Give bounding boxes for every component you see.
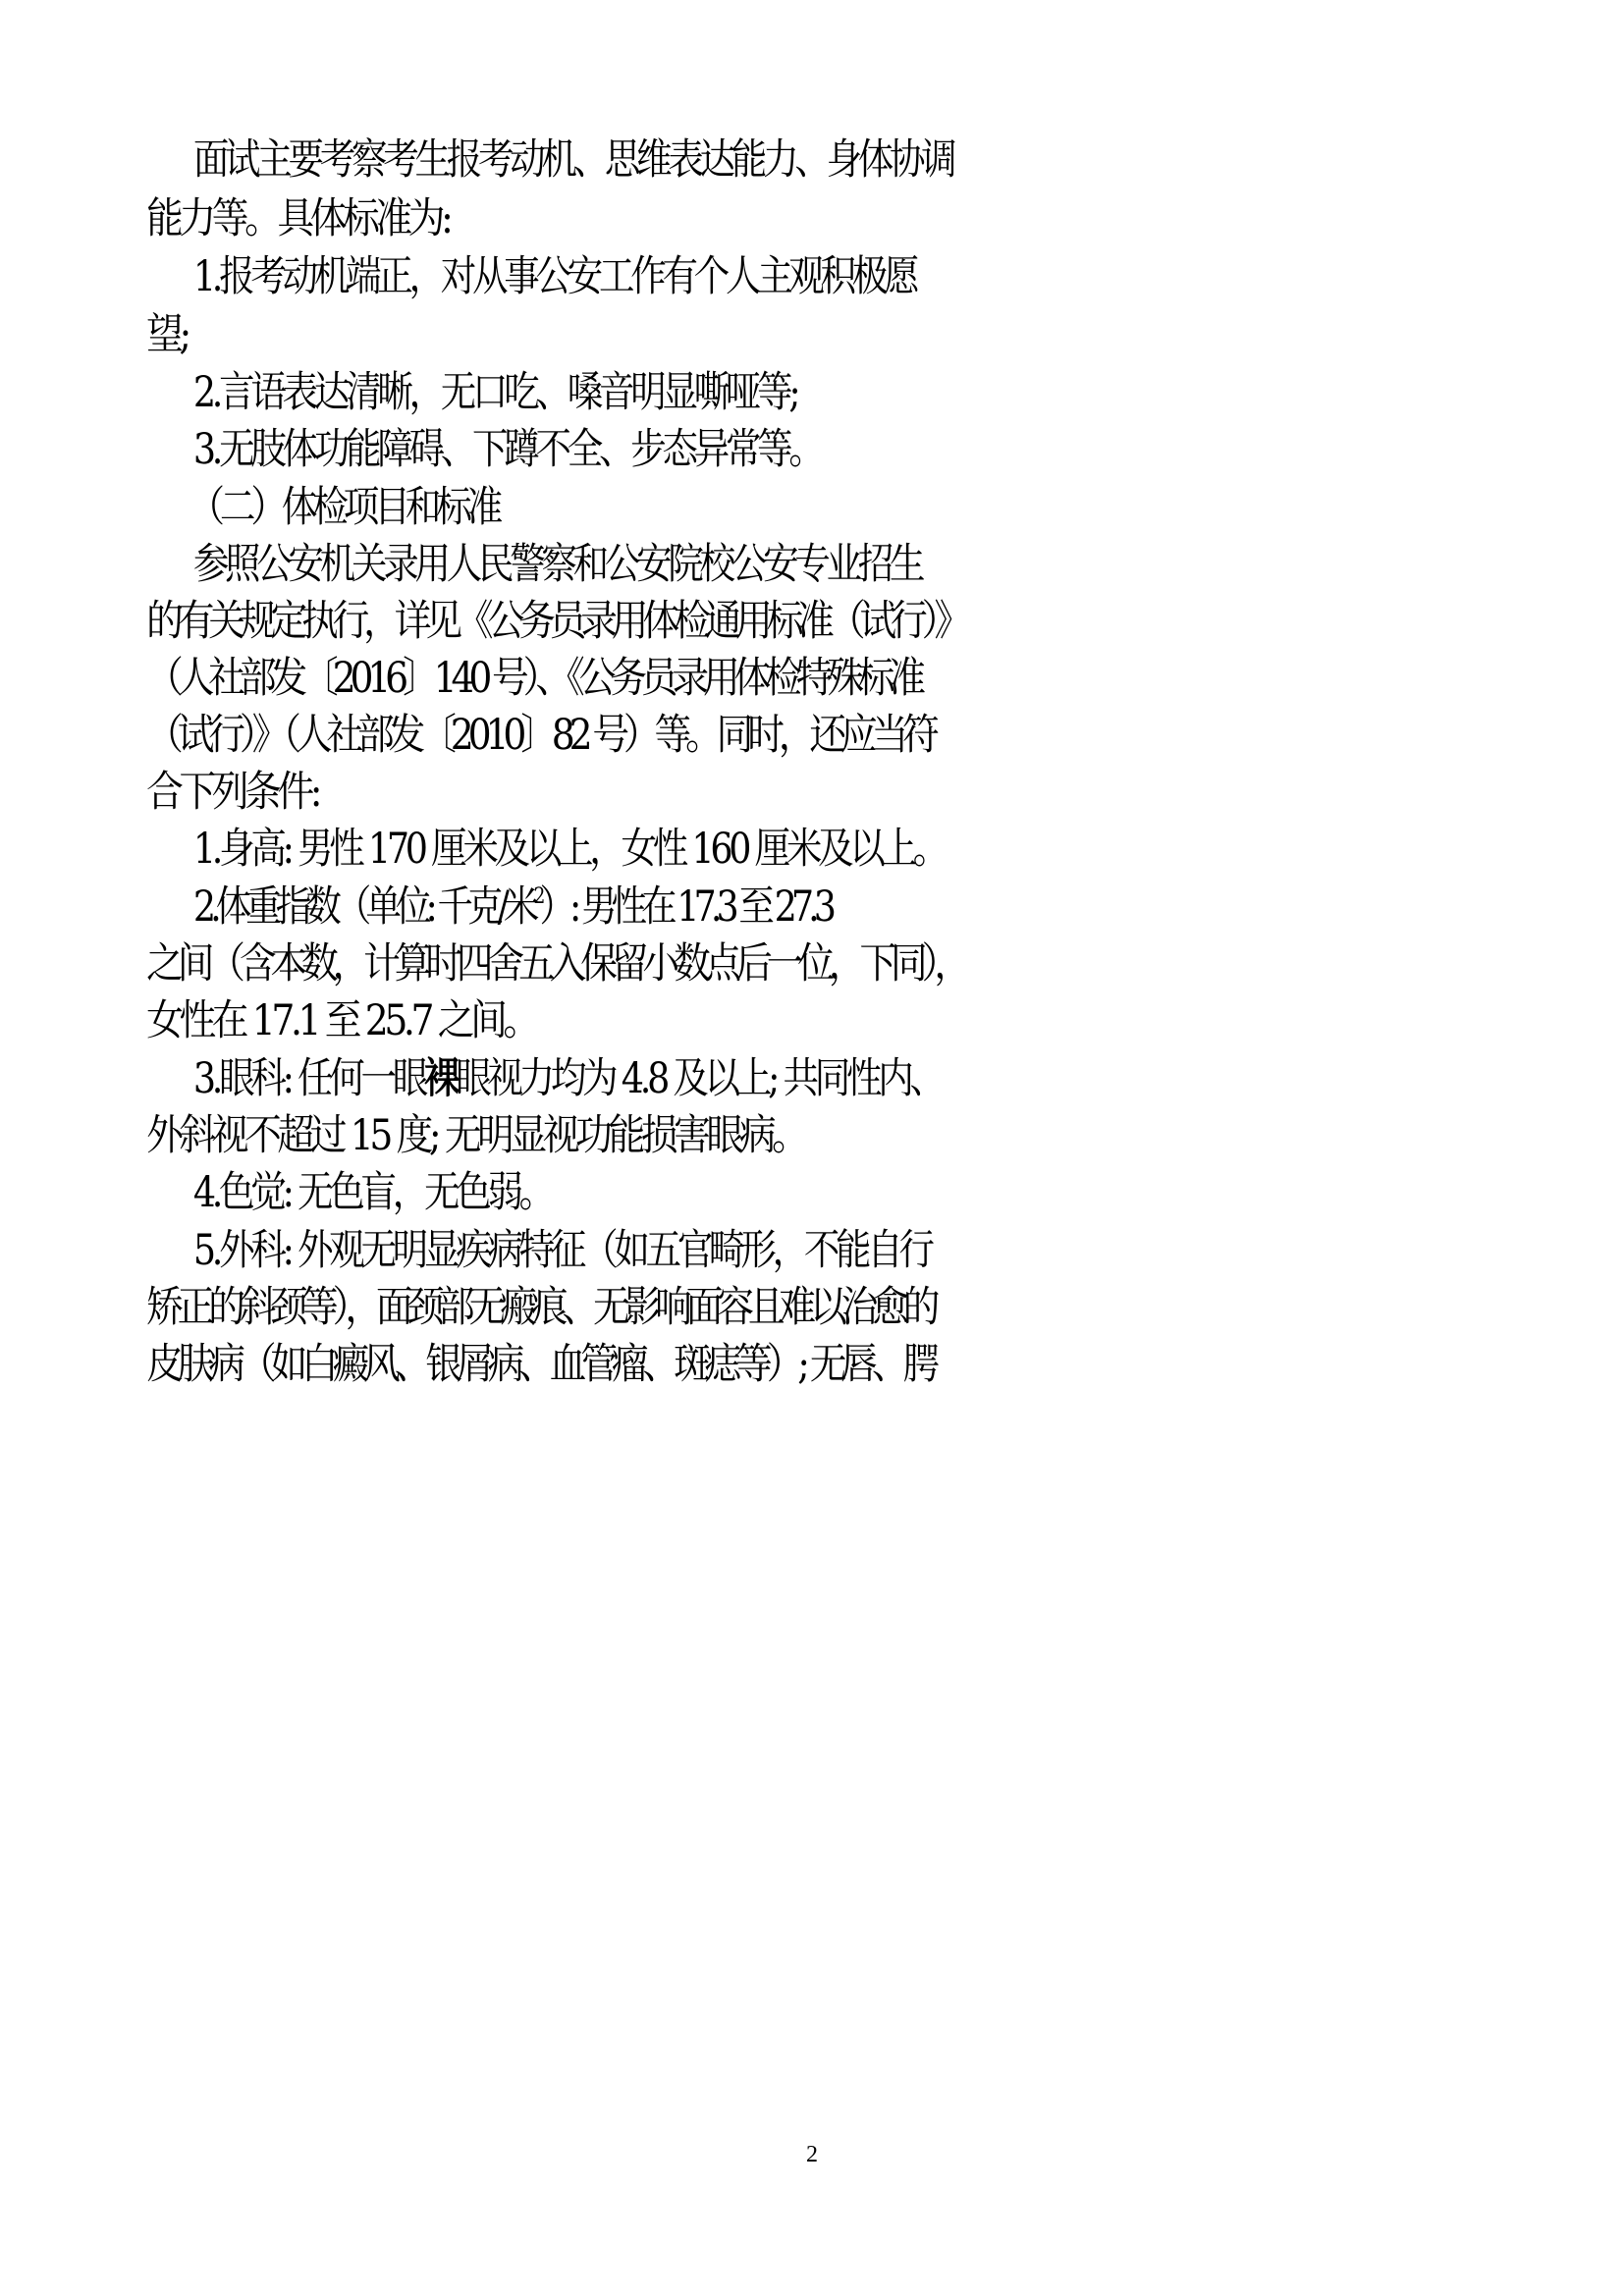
exam-item-bmi: [0, 878, 1571, 936]
exam-item-ophthalmology: [0, 1049, 1571, 1108]
ophthalmology-text-before: 3.眼科: 任何一眼: [192, 1054, 424, 1103]
paragraph-exam-reference-cont: （试行）》（人社部发〔2010〕82 号）等。同时，还应当符: [146, 711, 934, 760]
bmi-text-after: ）: 男性在 17.3 至 27.3: [539, 882, 832, 932]
ophthalmology-bold-char: 裸: [423, 1054, 457, 1103]
exam-item-surgery: 5.外科: 外观无明显疾病特征（如五官畸形，不能自行: [192, 1226, 931, 1275]
exam-item-surgery-cont: 皮肤病（如白癜风、银屑病、血管瘤、斑痣等）; 无唇、腭: [146, 1340, 935, 1389]
exam-item-ophthalmology-cont: 外斜视不超过 15 度; 无明显视功能损害眼病。: [146, 1111, 805, 1160]
interview-criterion-1-cont: 望;: [146, 310, 188, 359]
bmi-text-before: 2.体重指数（单位: 千克/米: [192, 882, 534, 932]
exam-item-surgery-cont: 矫正的斜颈等），面颈部无瘢痕、无影响面容且难以治愈的: [146, 1283, 935, 1332]
interview-criterion-2: 2.言语表达清晰，无口吃、嗓音明显嘶哑等;: [192, 368, 797, 417]
exam-item-bmi-cont: 之间（含本数，计算时四舍五入保留小数点后一位，下同），: [146, 939, 965, 988]
section-heading-physical-exam: （二）体检项目和标准: [189, 483, 499, 532]
ophthalmology-text-after: 眼视力均为 4.8 及以上; 共同性内、: [456, 1054, 942, 1103]
paragraph-exam-reference-cont: （人社部发〔2016〕140 号）、《公务员录用体检特殊标准: [146, 654, 921, 703]
interview-criterion-3: 3.无肢体功能障碍、下蹲不全、步态异常等。: [192, 425, 821, 474]
paragraph-interview-intro: 面试主要考察考生报考动机、思维表达能力、身体协调: [192, 135, 953, 185]
interview-criterion-1: 1.报考动机端正，对从事公安工作有个人主观积极愿: [192, 252, 916, 301]
page-number: 2: [806, 2142, 818, 2167]
exam-item-color-vision: 4.色觉: 无色盲，无色弱。: [192, 1168, 551, 1217]
paragraph-exam-reference-cont: 的有关规定执行，详见《公务员录用体检通用标准（试行）》: [146, 597, 965, 646]
paragraph-interview-intro-cont: 能力等。具体标准为:: [146, 194, 450, 243]
exam-item-height: 1.身高: 男性 170 厘米及以上，女性 160 厘米及以上。: [192, 825, 946, 874]
paragraph-exam-reference-cont: 合下列条件:: [146, 768, 319, 817]
paragraph-exam-reference: 参照公安机关录用人民警察和公安院校公安专业招生: [192, 540, 922, 589]
exam-item-bmi-cont: 女性在 17.1 至 25.7 之间。: [146, 996, 536, 1045]
bmi-unit-superscript: 2: [533, 884, 540, 909]
